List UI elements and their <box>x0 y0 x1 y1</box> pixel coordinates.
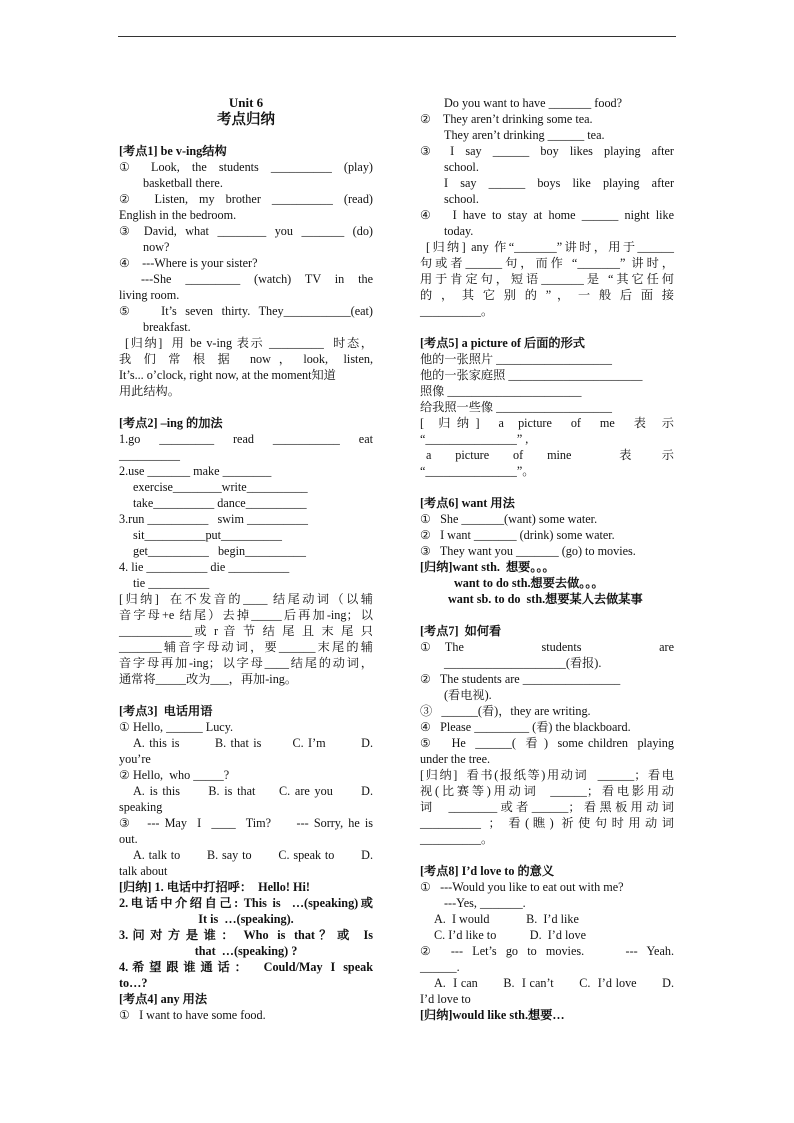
text-line: ② They aren’t drinking some tea. <box>420 112 593 126</box>
text-line: tie __________ <box>133 576 210 590</box>
text-line: ____________________(看报). <box>444 656 602 670</box>
text-line: basketball there. <box>143 176 223 190</box>
text-line: [考点7] 如何看 <box>420 624 502 638</box>
text-line: out. <box>119 832 138 846</box>
page-subtitle: 考点归纳 <box>217 112 275 128</box>
text-line: 他的一张家庭照 ______________________ <box>420 368 643 382</box>
text-line: ① Hello, ______ Lucy. <box>119 720 234 734</box>
text-line: 给我照一些像 ___________________ <box>420 400 612 414</box>
unit-title: Unit 6 <box>228 95 264 110</box>
text-line: talk about <box>119 864 168 878</box>
text-line: take__________ dance__________ <box>133 496 307 510</box>
text-line: 他的一张照片 ___________________ <box>420 352 612 366</box>
text-line: 2.电话中介绍自己: This is …(speaking)或 <box>119 896 373 910</box>
text-line: ______. <box>420 960 460 974</box>
text-line: ① She _______(want) some water. <box>420 512 598 526</box>
text-line: __________。 <box>420 304 494 318</box>
text-line: 音字母再加-ing；以字母____结尾的动词， <box>119 656 373 670</box>
left-column <box>119 95 373 1023</box>
text-line: ⑤ He ______( 看 ) some children playing <box>420 736 674 750</box>
text-line: ① ---Would you like to eat out with me? <box>420 880 624 894</box>
text-line: Do you want to have _______ food? <box>444 96 623 110</box>
text-line: breakfast. <box>143 320 191 334</box>
text-line: [归纳] any 作“_______”讲时，用于______ <box>426 240 674 254</box>
right-column-body <box>420 95 674 1023</box>
text-line: ④ I have to stay at home ______ night like <box>420 208 674 222</box>
text-line: I say ______ boys like playing after <box>444 176 674 190</box>
text-line: ② --- Let’s go to movies. --- Yeah. <box>420 944 674 958</box>
text-line: [考点5] a picture of 后面的形式 <box>420 336 585 350</box>
text-line: ② I want _______ (drink) some water. <box>420 528 615 542</box>
text-line: ____________或 r 音 节 结 尾 且 末 尾 只 <box>119 624 373 638</box>
text-line: [归纳] 用 be v-ing 表示 _________ 时态， <box>125 336 373 350</box>
text-line: school. <box>444 160 479 174</box>
text-line: 用于肯定句，短语_______是 “其它任何 <box>420 272 674 286</box>
text-line: __________ ； 看 ( 瞧 ) 祈 使 句 时 用 动 词 <box>420 816 674 830</box>
text-line: [归纳] 在不发音的____ 结尾动词（以辅 <box>119 592 373 606</box>
text-line: A. this is B. that is C. I’m D. <box>133 736 373 750</box>
text-line: [ 归 纳 ] a picture of me 表 示 <box>420 416 674 430</box>
text-line: 4. 希 望 跟 谁 通 话 ： Could/May I speak <box>119 960 373 974</box>
text-line: [考点1] be v-ing结构 <box>119 144 227 158</box>
text-line: A. I can B. I can’t C. I’d love D. <box>434 976 674 990</box>
text-line: want to do sth.想要去做。。。 <box>454 576 604 590</box>
text-line: “_______________” , <box>420 432 529 446</box>
text-line: ② The students are ________________ <box>420 672 621 686</box>
section-gap <box>420 847 674 863</box>
text-line: get__________ begin__________ <box>133 544 306 558</box>
text-line: [考点3] 电话用语 <box>119 704 213 718</box>
text-line: want sb. to do sth.想要某人去做某事 <box>448 592 643 606</box>
text-line: 4. lie __________ die __________ <box>119 560 290 574</box>
text-line: 2.use _______ make ________ <box>119 464 272 478</box>
text-line: 1.go _________ read ___________ eat <box>119 432 373 446</box>
text-line: under the tree. <box>420 752 491 766</box>
text-line: ② Listen, my brother __________ (read) <box>119 192 373 206</box>
text-line: sit__________put__________ <box>133 528 282 542</box>
text-line: A. is this B. is that C. are you D. <box>133 784 373 798</box>
text-line: ③ David, what ________ you _______ (do) <box>119 224 373 238</box>
text-line: (看电视). <box>444 688 492 702</box>
text-line: _______辅音字母动词，要______末尾的辅 <box>119 640 373 654</box>
text-line: living room. <box>119 288 180 302</box>
text-line: 句或者______句，而作 “_______” 讲时， <box>420 256 674 270</box>
text-line: ① I want to have some food. <box>119 1008 266 1022</box>
text-line: [归纳] 看书(报纸等)用动词 ______；看电 <box>420 768 674 782</box>
text-line: C. I’d like to D. I’d love <box>434 928 586 942</box>
text-line: [考点8] I’d love to 的意义 <box>420 864 555 878</box>
text-line: 照像 ______________________ <box>420 384 582 398</box>
text-line: 用此结构。 <box>119 384 180 398</box>
text-line: I’d love to <box>420 992 471 1006</box>
section-gap <box>119 399 373 415</box>
text-line: __________。 <box>420 832 494 846</box>
text-line: 3. 问 对 方 是 谁 ： Who is that ？ 或 Is <box>119 928 373 942</box>
text-line: ---She _________ (watch) TV in the <box>141 272 373 286</box>
text-line: It’s... o’clock, right now, at the moment知道 <box>119 368 336 382</box>
text-line: It is …(speaking). <box>198 912 294 926</box>
text-line: __________ <box>119 448 180 462</box>
text-line: school. <box>444 192 479 206</box>
text-line: exercise________write__________ <box>133 480 308 494</box>
text-line: 音字母+e 结尾）去掉_____后再加-ing；以 <box>119 608 373 622</box>
text-line: ② Hello, who _____? <box>119 768 230 782</box>
text-line: ④ Please _________ (看) the blackboard. <box>420 720 631 734</box>
text-line: ---Yes, _______. <box>444 896 526 910</box>
text-line: [考点2] –ing 的加法 <box>119 416 223 430</box>
text-line: 视(比赛等)用动词 ______；看电影用动 <box>420 784 674 798</box>
section-gap <box>420 607 674 623</box>
text-line: that …(speaking) ? <box>194 944 298 958</box>
text-line: to…? <box>119 976 148 990</box>
text-line: A. talk to B. say to C. speak to D. <box>133 848 373 862</box>
text-line: 词 ________或者______；看黑板用动词 <box>420 800 674 814</box>
text-line: 3.run __________ swim __________ <box>119 512 308 526</box>
text-line: now? <box>143 240 170 254</box>
section-gap <box>420 479 674 495</box>
text-line: you’re <box>119 752 151 766</box>
text-line: a picture of mine 表 示 <box>426 448 674 462</box>
text-line: today. <box>444 224 474 238</box>
text-line: speaking <box>119 800 163 814</box>
text-line: 的 ， 其 它 别 的 ” ， 一 般 后 面 接 <box>420 288 674 302</box>
text-line: ⑤ It’s seven thirty. They___________(eat) <box>119 304 373 318</box>
text-line: ③ --- May I ____ Tim? --- Sorry, he is <box>119 816 373 830</box>
text-line: ③ ______(看)，they are writing. <box>420 704 591 718</box>
text-line: English in the bedroom. <box>119 208 237 222</box>
right-column <box>420 95 674 1023</box>
text-line: “_______________”。 <box>420 464 535 478</box>
text-line: 通常将_____改为___，再加-ing。 <box>119 672 298 686</box>
text-line: [归纳] 1. 电话中打招呼： Hello! Hi! <box>119 880 310 894</box>
text-line: They aren’t drinking ______ tea. <box>444 128 605 142</box>
section-gap <box>119 687 373 703</box>
text-line: ③ I say ______ boy likes playing after <box>420 144 674 158</box>
text-line: [考点4] any 用法 <box>119 992 208 1006</box>
text-line: ① The students are <box>420 640 674 654</box>
header-rule <box>118 36 676 37</box>
text-line: ① Look, the students __________ (play) <box>119 160 373 174</box>
text-line: [归纳]would like sth.想要… <box>420 1008 565 1022</box>
section-gap <box>420 319 674 335</box>
text-line: ④ ---Where is your sister? <box>119 256 258 270</box>
text-line: A. I would B. I’d like <box>434 912 579 926</box>
text-line: [考点6] want 用法 <box>420 496 515 510</box>
text-line: 我 们 常 根 据 now ， look, listen, <box>119 352 373 366</box>
text-line: ③ They want you _______ (go) to movies. <box>420 544 636 558</box>
left-column-body <box>119 143 373 1023</box>
text-line: [归纳]want sth. 想要。。。 <box>420 560 555 574</box>
